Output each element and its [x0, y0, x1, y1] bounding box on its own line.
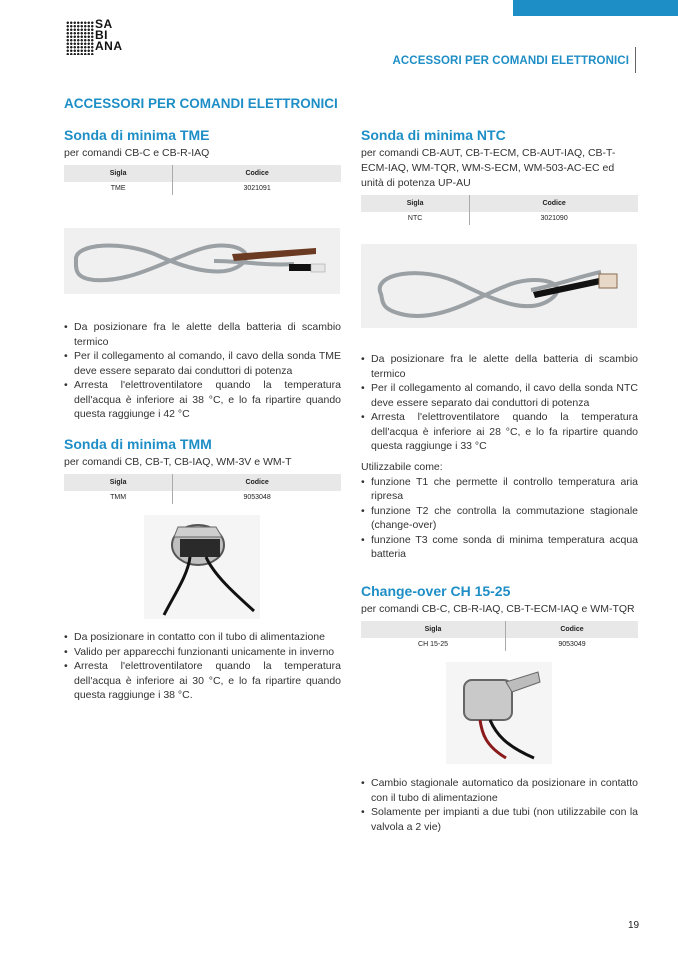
list-item: • funzione T2 che controlla la commutazione stagionale (change-over)	[371, 504, 638, 533]
section-ntc	[361, 126, 638, 225]
running-header: ACCESSORI PER COMANDI ELETTRONICI	[392, 55, 629, 67]
ntc-probe-image	[361, 244, 637, 328]
tme-title: Sonda di minima TME	[64, 127, 210, 143]
top-accent-bar	[513, 0, 678, 16]
ntc-title: Sonda di minima NTC	[361, 127, 506, 143]
tmm-subtitle: per comandi CB, CB-T, CB-IAQ, WM-3V e WM-T	[64, 456, 292, 468]
section-tme	[64, 126, 341, 195]
section-tmm	[64, 435, 341, 504]
list-item: • Cambio stagionale automatico da posizionare in contatto con il tubo di alimentazione	[371, 776, 638, 805]
list-item: • Valido per apparecchi funzionanti unicamente in inverno	[74, 645, 341, 660]
tmm-probe-image	[144, 515, 260, 619]
list-item: • Arresta l'elettroventilatore quando la temperatura dell'acqua è inferiore ai 28 °C, e lo fa ripartire quando questa raggiunge i 33 °C	[371, 410, 638, 454]
ch-code-table: Sigla Codice CH 15-25 9053049	[361, 621, 638, 651]
list-item: • Da posizionare fra le alette della batteria di scambio termico	[371, 352, 638, 381]
tme-bullets	[64, 320, 341, 422]
list-item: • Solamente per impianti a due tubi (non utilizzabile con la valvola a 2 vie)	[371, 805, 638, 834]
list-item: • Per il collegamento al comando, il cavo della sonda TME deve essere separato dai conduttori di potenza	[74, 349, 341, 378]
section-ch	[361, 582, 638, 651]
change-over-image	[446, 662, 552, 764]
tme-probe-image	[64, 228, 340, 294]
tme-code-table: Sigla Codice TME 3021091	[64, 165, 341, 195]
list-item: • Da posizionare fra le alette della batteria di scambio termico	[74, 320, 341, 349]
page-number: 19	[628, 920, 640, 931]
list-item: • Per il collegamento al comando, il cavo della sonda NTC deve essere separato dai conduttori di potenza	[371, 381, 638, 410]
ch-subtitle: per comandi CB-C, CB-R-IAQ, CB-T-ECM-IAQ e WM-TQR	[361, 603, 635, 615]
list-item: • Arresta l'elettroventilatore quando la temperatura dell'acqua è inferiore ai 38 °C, e lo fa ripartire quando questa raggiunge i 42 °C	[74, 378, 341, 422]
tmm-code-table: Sigla Codice TMM 9053048	[64, 474, 341, 504]
list-item: • funzione T3 come sonda di minima temperatura acqua batteria	[371, 533, 638, 562]
ntc-bullets	[361, 352, 638, 562]
tmm-title: Sonda di minima TMM	[64, 436, 212, 452]
logo-dot-pattern	[66, 21, 94, 55]
header-divider	[635, 47, 636, 73]
ntc-usage-label: Utilizzabile come:	[361, 460, 443, 473]
page-title: ACCESSORI PER COMANDI ELETTRONICI	[64, 96, 338, 111]
ch-bullets	[361, 776, 638, 834]
tme-subtitle: per comandi CB-C e CB-R-IAQ	[64, 147, 210, 159]
ntc-usage-list	[361, 475, 638, 562]
ntc-subtitle: per comandi CB-AUT, CB-T-ECM, CB-AUT-IAQ, CB-T-ECM-IAQ, WM-TQR, WM-S-ECM, WM-503-AC-EC ed unità di potenza UP-AU	[361, 147, 616, 189]
sabiana-logo	[66, 19, 126, 59]
list-item: • Da posizionare in contatto con il tubo di alimentazione	[74, 630, 341, 645]
logo-text: SA BI ANA	[95, 17, 123, 53]
list-item: • Arresta l'elettroventilatore quando la temperatura dell'acqua è inferiore ai 30 °C, e lo fa ripartire quando questa raggiunge i 38 °C.	[74, 659, 341, 703]
ch-title: Change-over CH 15-25	[361, 583, 511, 599]
list-item: • funzione T1 che permette il controllo temperatura aria ripresa	[371, 475, 638, 504]
ntc-code-table: Sigla Codice NTC 3021090	[361, 195, 638, 225]
tmm-bullets	[64, 630, 341, 703]
